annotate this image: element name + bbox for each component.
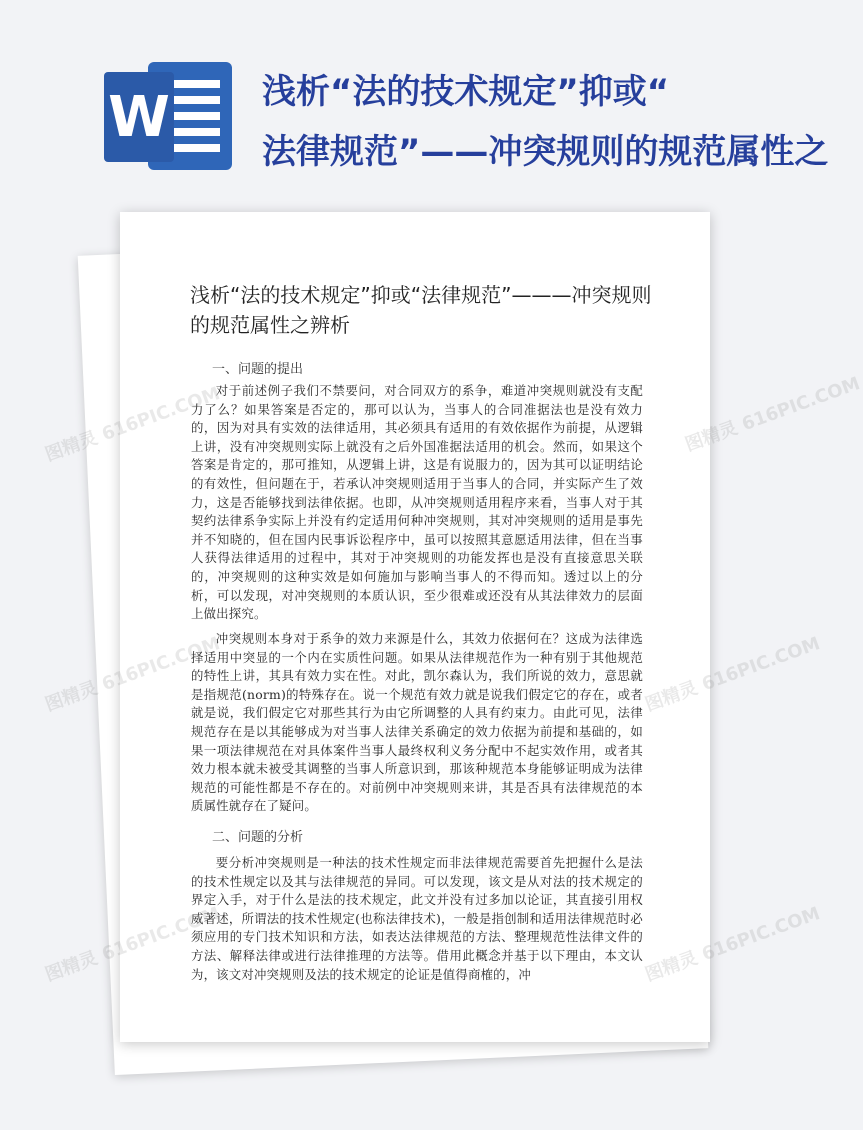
- banner-title: [262, 62, 829, 182]
- watermark: 图精灵 616PIC.COM: [642, 903, 823, 986]
- watermark: 图精灵: [42, 677, 101, 716]
- document-page: [120, 212, 710, 1042]
- paragraph-2: 冲突规则本身对于系争的效力来源是什么，其效力依据何在？这成为法律选择适用中突显的一个内在实质性问题。如果从法律规范作为一种有别于其他规范的特性上讲，其具有效力实在性。对此，凯尔森认为，我们所说的效力，意思就是指规范(norm)的特殊存在。说一个规范有效力就是说我们假定它的存在，或者就是说，我们假定它对那些其行为由它所调整的人具有约束力。由此可见，法律规范存在是以其能够成为对当事人法律关系确定的效力依据为前提和基础的，如果一项法律规范在对具体案件当事人最终权利义务分配中不起实效作用，或者其效力根本就未被受其调整的当事人所意识到，那该种规范本身能够证明成为法律规范的可能性都是不存在的。对前例中冲突规则来讲，其是否具有法律规范的本质属性就存在了疑问。: [191, 631, 643, 814]
- banner-title-line1: 浅析“法的技术规定”抑或“: [262, 72, 670, 112]
- word-icon-letter: W: [108, 85, 170, 150]
- section-heading-2: 二、问题的分析: [212, 830, 304, 845]
- watermark: 图精灵 616PIC.COM: [642, 633, 823, 716]
- watermark: 图精灵: [42, 947, 101, 986]
- paragraph-3: 要分析冲突规则是一种法的技术性规定而非法律规范需要首先把握什么是法的技术性规定以及其与法律规范的异同。可以发现，该文是从对法的技术规定的界定入手，对于什么是法的技术规定，此文并没有过多加以论证，其直接引用权威著述，所谓法的技术性规定(也称法律技术)，一般是指创制和适用法律规范时必须应用的专门技术知识和方法，如表达法律规范的方法、整理规范性法律文件的方法、解释法律或进行法律推理的方法等。借用此概念并基于以下理由，本文认为，该文对冲突规则及法的技术规定的论证是值得商榷的，冲: [191, 855, 643, 982]
- watermark: 图精灵: [42, 427, 101, 466]
- banner-title-line2: 法律规范”——冲突规则的规范属性之: [262, 132, 829, 172]
- word-document-icon: [104, 58, 236, 176]
- document-title: 浅析“法的技术规定”抑或“法律规范”———冲突规则的规范属性之辨析: [190, 283, 652, 337]
- paragraph-1: 对于前述例子我们不禁要问，对合同双方的系争，难道冲突规则就没有支配力了么？如果答案是否定的，那可以认为，当事人的合同准据法也是没有效力的，因为对具有实效的法律适用，其必须具有适用的有效依据作为前提，从逻辑上讲，没有冲突规则实际上就没有之后外国准据法适用的机会。然而，如果这个答案是肯定的，那可推知，从逻辑上讲，这是有说服力的，因为其可以证明结论的有效性，但问题在于，若承认冲突规则适用于当事人的合同，并实际产生了效力，这是否能够找到法律依据。也即，从冲突规则适用程序来看，当事人对于其契约法律系争实际上并没有约定适用何种冲突规则，其对冲突规则的适用是事先并不知晓的，但在国内民事诉讼程序中，虽可以按照其意愿适用法律，但在当事人获得法律适用的过程中，其对于冲突规则的功能发挥也是没有直接意思关联的，冲突规则的这种实效是如何施加与影响当事人的不得而知。透过以上的分析，可以发现，对冲突规则的本质认识，至少很难或还没有从其法律效力的层面上做出探究。: [191, 383, 643, 622]
- section-heading-1: 一、问题的提出: [212, 362, 304, 377]
- watermark: 图精灵 616PIC.COM: [682, 373, 863, 456]
